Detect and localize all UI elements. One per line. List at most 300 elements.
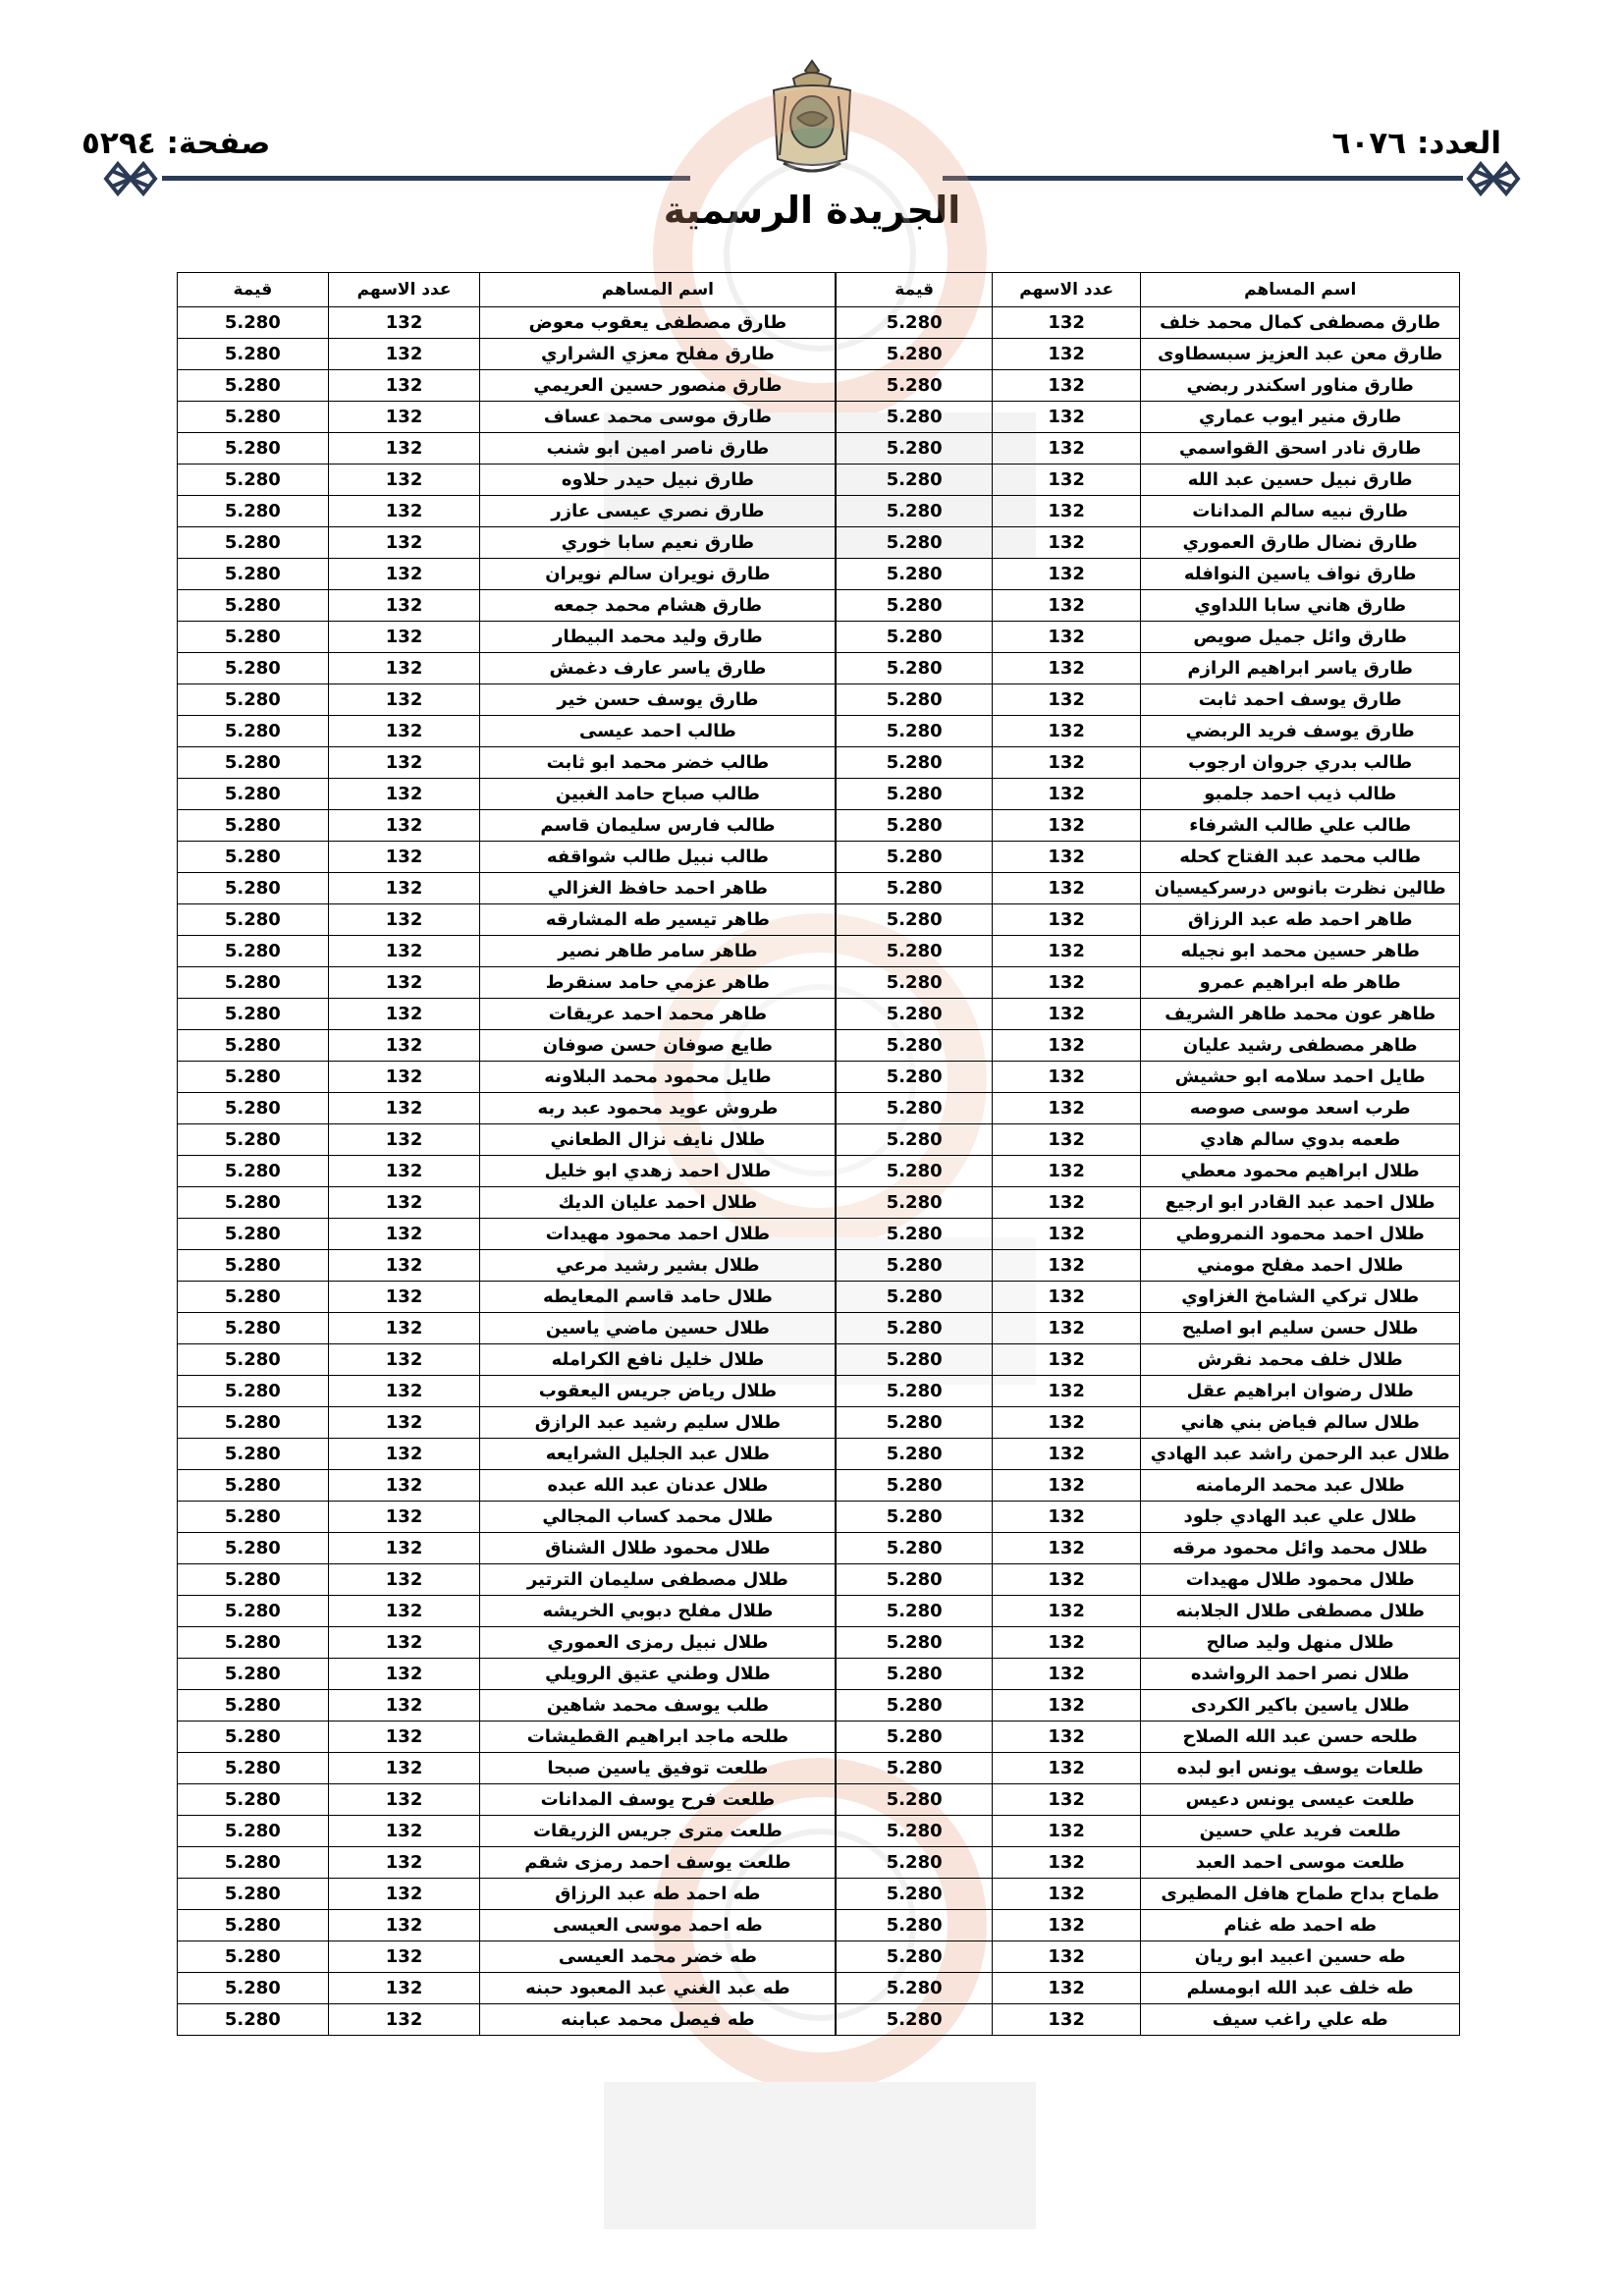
share-count: 132 [992, 1187, 1140, 1219]
table-row [178, 779, 1460, 810]
shareholder-name: طارق مصطفى يعقوب معوض [480, 307, 836, 339]
shareholder-name: طلال عبد محمد الرمامنه [1141, 1470, 1460, 1502]
shareholder-name: طالب احمد عيسى [480, 716, 836, 747]
shareholder-name: طايل احمد سلامه ابو حشيش [1141, 1062, 1460, 1093]
table-row [178, 307, 1460, 339]
share-value: 5.280 [836, 1502, 992, 1533]
share-value: 5.280 [178, 1093, 329, 1124]
shareholder-name: طلال احمد مفلح مومني [1141, 1250, 1460, 1282]
share-count: 132 [328, 716, 480, 747]
shareholder-name: طه عبد الغني عبد المعبود حبنه [480, 1973, 836, 2004]
share-count: 132 [992, 1093, 1140, 1124]
shareholder-name: طالب ذيب احمد جلمبو [1141, 779, 1460, 810]
shareholder-name: طلال سالم فياض بني هاني [1141, 1407, 1460, 1439]
share-value: 5.280 [178, 1784, 329, 1816]
shareholder-name: طه حسين اعبيد ابو ريان [1141, 1941, 1460, 1973]
table-header-row [178, 273, 1460, 307]
share-value: 5.280 [178, 1564, 329, 1596]
share-value: 5.280 [836, 2004, 992, 2036]
shareholder-name: طلال علي عبد الهادي جلود [1141, 1502, 1460, 1533]
share-count: 132 [328, 1124, 480, 1156]
shareholder-name: طارق نواف ياسين النوافله [1141, 559, 1460, 590]
table-row [178, 1816, 1460, 1847]
share-count: 132 [992, 873, 1140, 904]
share-value: 5.280 [836, 1847, 992, 1879]
share-value: 5.280 [178, 1124, 329, 1156]
shareholder-name: طلعت فرح يوسف المدانات [480, 1784, 836, 1816]
share-value: 5.280 [178, 402, 329, 433]
shareholder-name: طاهر طه ابراهيم عمرو [1141, 967, 1460, 999]
shareholder-name: طلال منهل وليد صالح [1141, 1627, 1460, 1659]
shareholder-name: طاهر احمد حافظ الغزالي [480, 873, 836, 904]
share-count: 132 [328, 1187, 480, 1219]
share-count: 132 [328, 810, 480, 842]
share-count: 132 [992, 339, 1140, 370]
table-row [178, 810, 1460, 842]
shareholders-table [177, 272, 1460, 2036]
share-value: 5.280 [836, 904, 992, 936]
shareholder-name: طلال تركي الشامخ الغزاوي [1141, 1282, 1460, 1313]
table-row [178, 1596, 1460, 1627]
shareholder-name: طارق مناور اسكندر ربضي [1141, 370, 1460, 402]
table-row [178, 967, 1460, 999]
shareholder-name: طارق نويران سالم نويران [480, 559, 836, 590]
shareholder-name: طارق يوسف احمد ثابت [1141, 684, 1460, 716]
shareholder-name: طلال احمد عليان الديك [480, 1187, 836, 1219]
share-value: 5.280 [836, 653, 992, 684]
share-count: 132 [328, 1627, 480, 1659]
shareholder-name: طه احمد طه عبد الرزاق [480, 1879, 836, 1910]
share-count: 132 [328, 1690, 480, 1722]
table-row [178, 1753, 1460, 1784]
share-count: 132 [328, 1030, 480, 1062]
share-count: 132 [992, 1344, 1140, 1376]
share-value: 5.280 [178, 1250, 329, 1282]
share-count: 132 [992, 653, 1140, 684]
share-value: 5.280 [836, 622, 992, 653]
share-count: 132 [992, 747, 1140, 779]
table-row [178, 1219, 1460, 1250]
share-value: 5.280 [178, 936, 329, 967]
table-row [178, 1093, 1460, 1124]
share-count: 132 [328, 779, 480, 810]
share-count: 132 [992, 684, 1140, 716]
share-value: 5.280 [836, 1124, 992, 1156]
share-count: 132 [328, 684, 480, 716]
share-count: 132 [992, 1879, 1140, 1910]
table-row [178, 1910, 1460, 1941]
share-value: 5.280 [178, 1690, 329, 1722]
share-count: 132 [992, 1470, 1140, 1502]
share-value: 5.280 [836, 1533, 992, 1564]
header-rule-left [162, 176, 690, 181]
column-header: قيمة [178, 273, 329, 307]
shareholder-name: طلال بشير رشيد مرعي [480, 1250, 836, 1282]
share-value: 5.280 [178, 1973, 329, 2004]
share-value: 5.280 [836, 1596, 992, 1627]
share-value: 5.280 [836, 1659, 992, 1690]
share-count: 132 [992, 2004, 1140, 2036]
shareholder-name: طالب نبيل طالب شواقفه [480, 842, 836, 873]
share-count: 132 [992, 370, 1140, 402]
shareholder-name: طلال رياض جريس اليعقوب [480, 1376, 836, 1407]
shareholder-name: طلال احمد محمود النمروطي [1141, 1219, 1460, 1250]
share-value: 5.280 [836, 1879, 992, 1910]
shareholder-name: طه خضر محمد العيسى [480, 1941, 836, 1973]
share-count: 132 [328, 1596, 480, 1627]
share-count: 132 [328, 1502, 480, 1533]
share-value: 5.280 [836, 1910, 992, 1941]
shareholder-name: طارق نضال طارق العموري [1141, 527, 1460, 559]
royal-emblem-icon [764, 57, 860, 183]
table-row [178, 1973, 1460, 2004]
share-count: 132 [328, 653, 480, 684]
share-value: 5.280 [178, 1722, 329, 1753]
shareholder-name: طه فيصل محمد عبابنه [480, 2004, 836, 2036]
share-value: 5.280 [836, 810, 992, 842]
share-count: 132 [992, 307, 1140, 339]
share-count: 132 [992, 1533, 1140, 1564]
shareholder-name: طلال احمد زهدي ابو خليل [480, 1156, 836, 1187]
shareholder-name: طاهر حسين محمد ابو نجيله [1141, 936, 1460, 967]
share-count: 132 [328, 1564, 480, 1596]
share-value: 5.280 [836, 402, 992, 433]
share-value: 5.280 [836, 1062, 992, 1093]
table-row [178, 904, 1460, 936]
shareholder-name: طلال مصطفى طلال الجلابنه [1141, 1596, 1460, 1627]
share-value: 5.280 [178, 1062, 329, 1093]
share-value: 5.280 [178, 1344, 329, 1376]
shareholder-name: طاهر عون محمد طاهر الشريف [1141, 999, 1460, 1030]
shareholder-name: طلال سليم رشيد عبد الرازق [480, 1407, 836, 1439]
shareholder-name: طلعات يوسف يونس ابو لبده [1141, 1753, 1460, 1784]
share-count: 132 [328, 936, 480, 967]
shareholder-name: طلال احمد عبد القادر ابو ارجيع [1141, 1187, 1460, 1219]
shareholder-name: طلال عبد الجليل الشرايعه [480, 1439, 836, 1470]
share-count: 132 [992, 1030, 1140, 1062]
share-value: 5.280 [836, 1376, 992, 1407]
share-count: 132 [992, 999, 1140, 1030]
table-row [178, 370, 1460, 402]
shareholder-name: طماح بداح طماح هافل المطيرى [1141, 1879, 1460, 1910]
shareholder-name: طلعت يوسف احمد رمزى شقم [480, 1847, 836, 1879]
shareholder-name: طلعت توفيق ياسين صبحا [480, 1753, 836, 1784]
table-row [178, 1030, 1460, 1062]
shareholder-name: طه خلف عبد الله ابومسلم [1141, 1973, 1460, 2004]
share-value: 5.280 [178, 1156, 329, 1187]
share-count: 132 [992, 527, 1140, 559]
table-row [178, 1407, 1460, 1439]
share-value: 5.280 [836, 716, 992, 747]
share-count: 132 [992, 465, 1140, 496]
shareholder-name: طارق نبيل حسين عبد الله [1141, 465, 1460, 496]
page-number: صفحة: ٥٢٩٤ [81, 126, 271, 161]
share-value: 5.280 [178, 1627, 329, 1659]
share-count: 132 [328, 1250, 480, 1282]
share-value: 5.280 [836, 1282, 992, 1313]
share-count: 132 [992, 1502, 1140, 1533]
table-row [178, 465, 1460, 496]
share-value: 5.280 [836, 433, 992, 465]
column-header: عدد الاسهم [328, 273, 480, 307]
table-row [178, 999, 1460, 1030]
table-row [178, 873, 1460, 904]
share-value: 5.280 [178, 1596, 329, 1627]
share-value: 5.280 [178, 810, 329, 842]
share-value: 5.280 [836, 747, 992, 779]
shareholder-name: طارق معن عبد العزيز سبسطاوى [1141, 339, 1460, 370]
share-count: 132 [992, 1156, 1140, 1187]
column-header: عدد الاسهم [992, 273, 1140, 307]
shareholder-name: طرب اسعد موسى صوصه [1141, 1093, 1460, 1124]
share-count: 132 [328, 1816, 480, 1847]
column-header: اسم المساهم [1141, 273, 1460, 307]
share-count: 132 [992, 590, 1140, 622]
table-row [178, 1722, 1460, 1753]
shareholder-name: طلال رضوان ابراهيم عقل [1141, 1376, 1460, 1407]
share-count: 132 [328, 370, 480, 402]
shareholder-name: طلال ابراهيم محمود معطي [1141, 1156, 1460, 1187]
shareholder-name: طلال حامد قاسم المعايطه [480, 1282, 836, 1313]
shareholder-name: طلعت مترى جريس الزريقات [480, 1816, 836, 1847]
shareholder-name: طالين نظرت بانوس درسركيسيان [1141, 873, 1460, 904]
share-count: 132 [328, 1941, 480, 1973]
shareholder-name: طارق مصطفى كمال محمد خلف [1141, 307, 1460, 339]
table-row [178, 1124, 1460, 1156]
share-count: 132 [328, 1659, 480, 1690]
share-count: 132 [328, 873, 480, 904]
share-count: 132 [992, 1941, 1140, 1973]
share-value: 5.280 [178, 1941, 329, 1973]
table-body [178, 307, 1460, 2036]
header-rule-right [943, 176, 1463, 181]
share-count: 132 [328, 465, 480, 496]
share-count: 132 [992, 904, 1140, 936]
shareholder-name: طارق هاني سابا اللداوي [1141, 590, 1460, 622]
table-row [178, 1502, 1460, 1533]
share-value: 5.280 [836, 527, 992, 559]
table-row [178, 527, 1460, 559]
share-value: 5.280 [836, 339, 992, 370]
share-count: 132 [992, 1753, 1140, 1784]
table-row [178, 1941, 1460, 1973]
share-count: 132 [992, 1124, 1140, 1156]
share-count: 132 [992, 1407, 1140, 1439]
share-count: 132 [992, 1847, 1140, 1879]
shareholder-name: طلحه ماجد ابراهيم القطيشات [480, 1722, 836, 1753]
share-count: 132 [328, 1219, 480, 1250]
share-value: 5.280 [178, 1847, 329, 1879]
shareholder-name: طلب يوسف محمد شاهين [480, 1690, 836, 1722]
shareholder-name: طالب علي طالب الشرفاء [1141, 810, 1460, 842]
shareholder-name: طلال محمود طلال مهيدات [1141, 1564, 1460, 1596]
share-value: 5.280 [836, 1219, 992, 1250]
share-count: 132 [328, 1282, 480, 1313]
share-count: 132 [328, 1156, 480, 1187]
share-count: 132 [992, 1250, 1140, 1282]
share-count: 132 [328, 747, 480, 779]
column-header: قيمة [836, 273, 992, 307]
share-count: 132 [992, 1973, 1140, 2004]
share-value: 5.280 [178, 1533, 329, 1564]
table-row [178, 1250, 1460, 1282]
share-count: 132 [328, 1376, 480, 1407]
share-count: 132 [992, 810, 1140, 842]
share-value: 5.280 [178, 904, 329, 936]
share-value: 5.280 [836, 1784, 992, 1816]
table-row [178, 1784, 1460, 1816]
share-count: 132 [328, 1847, 480, 1879]
table-row [178, 1282, 1460, 1313]
share-count: 132 [992, 1062, 1140, 1093]
table-row [178, 1879, 1460, 1910]
share-value: 5.280 [178, 967, 329, 999]
shareholder-name: طلعت عيسى يونس دعيس [1141, 1784, 1460, 1816]
share-count: 132 [992, 1722, 1140, 1753]
share-count: 132 [992, 842, 1140, 873]
shareholder-name: طلعت فريد علي حسين [1141, 1816, 1460, 1847]
shareholder-name: طلحه حسن عبد الله الصلاح [1141, 1722, 1460, 1753]
share-value: 5.280 [178, 496, 329, 527]
share-value: 5.280 [836, 967, 992, 999]
share-value: 5.280 [178, 622, 329, 653]
share-value: 5.280 [178, 559, 329, 590]
share-count: 132 [992, 1439, 1140, 1470]
share-value: 5.280 [836, 999, 992, 1030]
share-count: 132 [328, 1910, 480, 1941]
share-value: 5.280 [836, 1439, 992, 1470]
share-value: 5.280 [178, 842, 329, 873]
shareholder-name: طاهر سامر طاهر نصير [480, 936, 836, 967]
share-count: 132 [328, 904, 480, 936]
share-value: 5.280 [836, 936, 992, 967]
share-count: 132 [992, 967, 1140, 999]
share-count: 132 [328, 1753, 480, 1784]
share-value: 5.280 [836, 1156, 992, 1187]
column-header: اسم المساهم [480, 273, 836, 307]
share-value: 5.280 [836, 1722, 992, 1753]
share-value: 5.280 [178, 1282, 329, 1313]
table-row [178, 1659, 1460, 1690]
share-count: 132 [992, 716, 1140, 747]
share-value: 5.280 [178, 2004, 329, 2036]
share-count: 132 [992, 1564, 1140, 1596]
share-count: 132 [992, 622, 1140, 653]
table-row [178, 936, 1460, 967]
share-count: 132 [328, 527, 480, 559]
share-value: 5.280 [836, 496, 992, 527]
share-count: 132 [328, 402, 480, 433]
share-value: 5.280 [178, 1439, 329, 1470]
share-value: 5.280 [836, 1407, 992, 1439]
share-value: 5.280 [178, 684, 329, 716]
share-count: 132 [992, 1596, 1140, 1627]
page-header [0, 0, 1624, 265]
table-row [178, 653, 1460, 684]
shareholder-name: طه احمد طه غنام [1141, 1910, 1460, 1941]
share-count: 132 [992, 1313, 1140, 1344]
share-count: 132 [328, 433, 480, 465]
table-row [178, 1627, 1460, 1659]
share-value: 5.280 [178, 1753, 329, 1784]
share-count: 132 [328, 842, 480, 873]
share-count: 132 [328, 559, 480, 590]
shareholder-name: طالب بدري جروان ارجوب [1141, 747, 1460, 779]
share-value: 5.280 [178, 1376, 329, 1407]
share-value: 5.280 [836, 1627, 992, 1659]
shareholder-name: طلعت موسى احمد العبد [1141, 1847, 1460, 1879]
share-value: 5.280 [836, 1941, 992, 1973]
share-value: 5.280 [178, 1219, 329, 1250]
table-row [178, 339, 1460, 370]
shareholder-name: طاهر تيسير طه المشارقه [480, 904, 836, 936]
share-value: 5.280 [836, 1816, 992, 1847]
shareholder-name: طارق ناصر امين ابو شنب [480, 433, 836, 465]
shareholder-name: طلال خلف محمد نقرش [1141, 1344, 1460, 1376]
shareholder-name: طلال حسن سليم ابو اصليح [1141, 1313, 1460, 1344]
knot-ornament-icon [102, 156, 159, 201]
share-count: 132 [992, 1627, 1140, 1659]
share-count: 132 [328, 590, 480, 622]
shareholder-name: طلال وطني عتيق الرويلي [480, 1659, 836, 1690]
table-row [178, 1533, 1460, 1564]
table-row [178, 1439, 1460, 1470]
table-row [178, 1187, 1460, 1219]
shareholder-name: طلال مفلح دبوبي الخريشه [480, 1596, 836, 1627]
share-value: 5.280 [836, 1187, 992, 1219]
table-row [178, 747, 1460, 779]
share-count: 132 [992, 496, 1140, 527]
share-value: 5.280 [836, 1344, 992, 1376]
shareholder-name: طارق يوسف حسن خير [480, 684, 836, 716]
shareholder-name: طارق ياسر عارف دغمش [480, 653, 836, 684]
share-value: 5.280 [836, 842, 992, 873]
shareholder-name: طاهر مصطفى رشيد عليان [1141, 1030, 1460, 1062]
knot-ornament-icon [1465, 156, 1522, 201]
share-value: 5.280 [836, 590, 992, 622]
share-count: 132 [992, 559, 1140, 590]
share-value: 5.280 [178, 1879, 329, 1910]
share-value: 5.280 [178, 1030, 329, 1062]
shareholder-name: طلال محمود طلال الشناق [480, 1533, 836, 1564]
table-row [178, 1564, 1460, 1596]
shareholder-name: طروش عويد محمود عبد ربه [480, 1093, 836, 1124]
share-count: 132 [992, 1816, 1140, 1847]
share-value: 5.280 [836, 370, 992, 402]
share-value: 5.280 [178, 1407, 329, 1439]
shareholder-name: طاهر محمد احمد عريقات [480, 999, 836, 1030]
shareholder-name: طلال خليل نافع الكرامله [480, 1344, 836, 1376]
table-row [178, 684, 1460, 716]
share-value: 5.280 [178, 1502, 329, 1533]
share-value: 5.280 [836, 307, 992, 339]
share-count: 132 [992, 402, 1140, 433]
shareholder-name: طالب محمد عبد الفتاح كحله [1141, 842, 1460, 873]
share-count: 132 [328, 1973, 480, 2004]
share-value: 5.280 [836, 779, 992, 810]
shareholder-name: طارق مفلح معزي الشراري [480, 339, 836, 370]
shareholder-name: طارق هشام محمد جمعه [480, 590, 836, 622]
share-value: 5.280 [178, 779, 329, 810]
share-value: 5.280 [178, 1659, 329, 1690]
shareholder-name: طارق موسى محمد عساف [480, 402, 836, 433]
share-value: 5.280 [836, 559, 992, 590]
shareholder-name: طارق نعيم سابا خوري [480, 527, 836, 559]
shareholder-name: طايل محمود محمد البلاونه [480, 1062, 836, 1093]
shareholder-name: طلال ياسين باكير الكردى [1141, 1690, 1460, 1722]
share-value: 5.280 [178, 873, 329, 904]
shareholder-name: طلال مصطفى سليمان الترتير [480, 1564, 836, 1596]
